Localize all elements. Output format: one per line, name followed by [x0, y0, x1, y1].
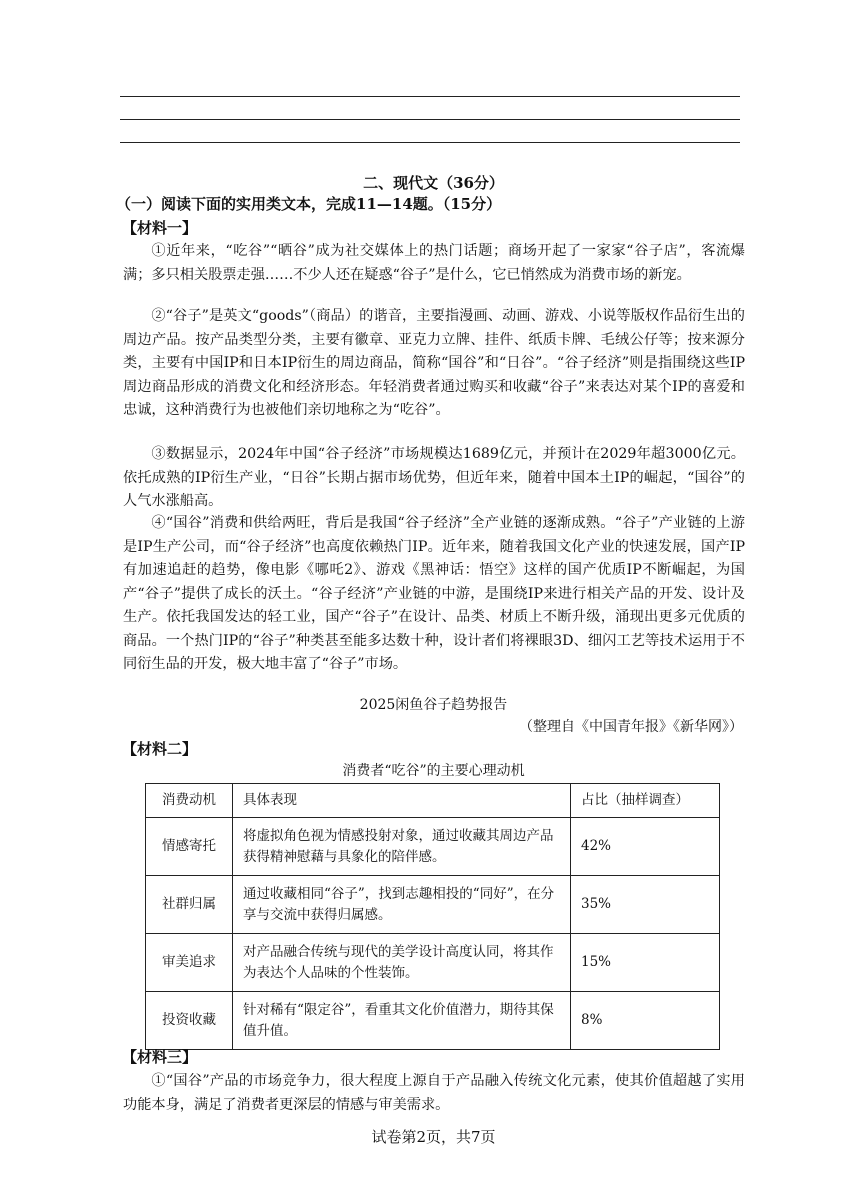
- motive-cell: 投资收藏: [146, 992, 233, 1050]
- material3-label: 【材料三】: [122, 1048, 198, 1066]
- motive-cell: 审美追求: [146, 934, 233, 992]
- header-ratio: 占比（抽样调查）: [571, 784, 720, 818]
- answer-line-1: [120, 96, 740, 97]
- table-row: [146, 934, 720, 992]
- material2-label: 【材料二】: [122, 740, 198, 758]
- table-row: [146, 818, 720, 876]
- motive-cell: 社群归属: [146, 876, 233, 934]
- material1-paragraph-3: ③数据显示，2024年中国“谷子经济”市场规模达1689亿元，并预计在2029年超3000亿元。依托成熟的IP衍生产业，“日谷”长期占据市场优势，但近年来，随着中国本土IP的崛起，“国谷”的人气水涨船高。: [123, 446, 745, 509]
- table-row: [146, 876, 720, 934]
- subsection-title: （一）阅读下面的实用类文本，完成11—14题。（15分）: [116, 195, 502, 213]
- page-footer: 试卷第2页，共7页: [371, 1128, 496, 1146]
- source-citation: （整理自《中国青年报》《新华网》）: [519, 719, 743, 735]
- report-title: 2025闲鱼谷子趋势报告: [359, 697, 508, 713]
- header-detail: 具体表现: [233, 784, 571, 818]
- answer-line-2: [120, 119, 740, 120]
- table-header-row: [146, 784, 720, 818]
- material1-paragraph-4: ④“国谷”消费和供给两旺，背后是我国“谷子经济”全产业链的逐渐成熟。“谷子”产业链的上游是IP生产公司，而“谷子经济”也高度依赖热门IP。近年来，随着我国文化产业的快速发展，国产IP有加速追赶的趋势，像电影《哪吒2》、游戏《黑神话：悟空》这样的国产优质IP不断崛起，为国产“谷子”提供了成长的沃土。“谷子经济”产业链的中游，是围绕IP来进行相关产品的开发、设计及生产。依托我国发达的轻工业，国产“谷子”在设计、品类、材质上不断升级，涌现出更多元优质的商品。一个热门IP的“谷子”种类甚至能多达数十种，设计者们将裸眼3D、细闪工艺等技术运用于不同衍生品的开发，极大地丰富了“谷子”市场。: [123, 515, 745, 672]
- motive-cell: 情感寄托: [146, 818, 233, 876]
- material1-label: 【材料一】: [122, 219, 198, 237]
- material1-paragraph-1: ①近年来，“吃谷”“晒谷”成为社交媒体上的热门话题；商场开起了一家家“谷子店”，客流爆满；多只相关股票走强……不少人还在疑惑“谷子”是什么，它已悄然成为消费市场的新宠。: [123, 243, 745, 283]
- detail-cell: 对产品融合传统与现代的美学设计高度认同，将其作为表达个人品味的个性装饰。: [233, 934, 571, 992]
- detail-cell: 通过收藏相同“谷子”，找到志趣相投的“同好”，在分享与交流中获得归属感。: [233, 876, 571, 934]
- table-row: [146, 992, 720, 1050]
- motive-table: [145, 783, 720, 1050]
- section-title: 二、现代文（36分）: [363, 174, 504, 192]
- ratio-cell: 35%: [571, 876, 720, 934]
- header-motive: 消费动机: [146, 784, 233, 818]
- answer-line-3: [120, 142, 740, 143]
- detail-cell: 将虚拟角色视为情感投射对象，通过收藏其周边产品获得精神慰藉与具象化的陪伴感。: [233, 818, 571, 876]
- detail-cell: 针对稀有“限定谷”，看重其文化价值潜力，期待其保值升值。: [233, 992, 571, 1050]
- ratio-cell: 8%: [571, 992, 720, 1050]
- ratio-cell: 15%: [571, 934, 720, 992]
- material1-paragraph-2: ②“谷子”是英文“goods”（商品）的谐音，主要指漫画、动画、游戏、小说等版权作品衍生出的周边产品。按产品类型分类，主要有徽章、亚克力立牌、挂件、纸质卡牌、毛绒公仔等；按来源分类，主要有中国IP和日本IP衍生的周边商品，简称“国谷”和“日谷”。“谷子经济”则是指围绕这些IP周边商品形成的消费文化和经济形态。年轻消费者通过购买和收藏“谷子”来表达对某个IP的喜爱和忠诚，这种消费行为也被他们亲切地称之为“吃谷”。: [123, 308, 745, 418]
- ratio-cell: 42%: [571, 818, 720, 876]
- table-title: 消费者“吃谷”的主要心理动机: [342, 763, 525, 779]
- material3-paragraph-1: ①“国谷”产品的市场竞争力，很大程度上源自于产品融入传统文化元素，使其价值超越了实用功能本身，满足了消费者更深层的情感与审美需求。: [123, 1073, 745, 1113]
